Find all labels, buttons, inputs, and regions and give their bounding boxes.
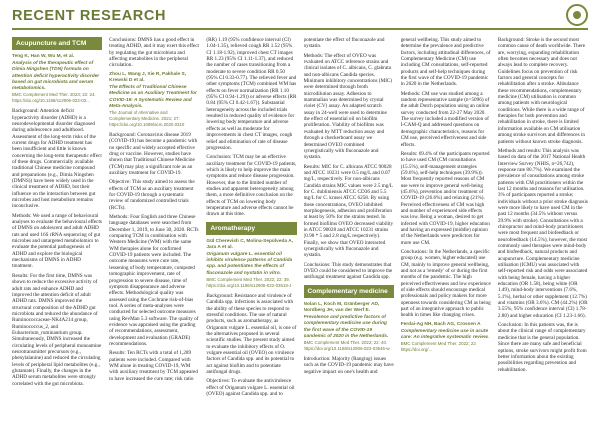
abstract-conclusion: Conclusions: This study demonstrates that OVEO could be considered to improve the antifungal treatment against Candida spp. bbox=[303, 261, 393, 281]
article-title[interactable]: Origanum vulgare L. essential oil inhibits virulence patterns of Candida spp. and potentiates the effects of fluconazole and nystatin in vitro. bbox=[206, 252, 293, 276]
page-title: RECENT RESEARCH bbox=[12, 8, 167, 24]
abstract-background: Background: Coronavirus disease 2019 (COVID-19) has become a pandemic with no specific and widely accepted effective drug or vaccine. However, studies have shown that Traditional Chinese Medicine (TCM) may play a significant role as an auxiliary treatment for COVID-19. bbox=[109, 131, 198, 176]
abstract-conclusion: Conclusions: In the Netherlands, a specific group (e.g. women, higher educated) use CM, mainly to improve general wellbeing, and not as a 'remedy' of or during the first months of the pandemic. The high perceived effectiveness and low experience of side effects should encourage medical professionals and policy makers for more openness towards considering CM as being part of an integrative approach to public health in times like changing crises. bbox=[400, 249, 491, 319]
article-citation[interactable]: BMC Complement Med Ther. 2023; 22: 24. https://doi.org/10.1186/s12906-022-03... bbox=[12, 92, 96, 104]
article-authors: Nolan L, Koch M, Gränberger AD, Nordberg JH, van der Werf E. bbox=[303, 301, 380, 313]
abstract-conclusion: Conclusions: DMNS has a good effect in treating ADHD, and it may exert this effect by regulating the gut microbiota and affecting metabolites in the peripheral circulation. bbox=[109, 37, 199, 69]
abstract-methods: Methods: Four English and three Chinese language databases were searched from December 1, 2019, to June 30, 2020. RCTs comparing TCM in combination with Western Medicine (WM) with the same WM therapies alone for confirmed COVID-19 patients were included. The outcome measures were cure rate, lessening of body temperature, computed tomographic improvement, rate of progression to severe disease, time of symptom disappearance and adverse effects. Methodological quality was assessed using the Cochrane risk-of-bias tool. A series of meta-analyses were conducted for selected outcome measures using RevMan 5.3 software. The quality of evidence was appraised using the grading of recommendations, assessment, development and evaluation (GRADE) recommendations. bbox=[109, 214, 199, 347]
column-4 bbox=[304, 37, 394, 421]
section-band-acupuncture: Acupuncture and TCM bbox=[12, 37, 102, 50]
article-authors: Zhou L, Wang J, Xie R, Pakhale S, Krewski D et al. bbox=[109, 71, 187, 83]
column-1 bbox=[12, 37, 102, 421]
article-title[interactable]: Complementary medicine use in acute care: An integrative systematic review. bbox=[400, 328, 489, 341]
column-5 bbox=[401, 37, 491, 421]
column-2 bbox=[109, 37, 199, 421]
article-title[interactable]: Prevalence and predictive factors of complementary medicine use during the first wave of the COVID-19 pandemic of 2020 in the Netherlands. bbox=[303, 315, 389, 339]
article-citation[interactable]: BMC Complement Med Ther. 2022; 22: 40. https://doi.org/10.1186/s12906-022-03545-w bbox=[303, 339, 390, 351]
article-title[interactable]: Analysis of the therapeutic effect of Dimia Ningshen (TDN) formula on attention deficit hyperactivity disorder based on gut microbiota and serum metabolomics. bbox=[12, 61, 100, 92]
abstract-results: Results: For the first time, DMNS was shown to reduce the excessive activity of adult rats and enhance ADHD and improved the attention deficit of adult ADHD rats. DMNS improved the structural composition of the ADHD gut microbiota and reduced the abundance of Ruminococcaceae-NK4A214 group, Ruminococcus_2, and Eubacterium_ruminantium group. Simultaneously, DMNS increased the circulating levels of peripheral monoamine neurotransmitter precursors (e.g., phenylalanine) and reduced the circulating levels of peripheral lipid metabolites (e.g., glutamate). Finally, the changes in the ADHD serum metabolites were strongly correlated with the gut microbiota. bbox=[12, 272, 102, 387]
abstract-results: Results: 69.4% of the participants reported to have used CM (CM consultations (15.5%), self-management strategies (59.6%), self-help techniques (39.9%)). Most frequently reported reasons of CM use were to improve general well-being (45.6%), prevention and/or treatment of COVID-19 (26.6%) and relaxing (21%). Perceived effectiveness of CM was high and number of experienced side effects was low. Being a woman, desired to get infected with COVID-19, higher education and having an expressed (middle) opinion of the Netherlands were predictors for more use CM. bbox=[400, 150, 490, 246]
column-6 bbox=[498, 37, 588, 421]
article-authors: Ferdai-Ag NH, Bach AG, Crossen A bbox=[400, 321, 481, 327]
page-header bbox=[0, 0, 600, 34]
abstract-objectives-continued: potentiate the effect of fluconazole and nystatin. bbox=[303, 37, 385, 50]
abstract-methods: Methods: We used a range of behavioural analyses to evaluate the behavioural effects of DMNS on adolescent and adult ADHD rats and used 16S rRNA sequencing of gut microbes and untargeted metabolomics to evaluate the potential pathogenesis of ADHD and explore the biological mechanisms of DMNS in ADHD treatment. bbox=[12, 212, 102, 270]
article-citation[interactable]: BMC Complement Med Ther. 2022; 22 https://doi.org/... bbox=[400, 341, 476, 353]
column-3 bbox=[206, 37, 296, 421]
abstract-introduction-continued: general wellbeing. This study aimed to determine the prevalence and predictive factors, including attitudinal differences, of Complementary Medicine (CM) use including CM consultations, self-reported products and self-help techniques during the first wave of the COVID-19 pandemic in 2020 in the Netherlands. bbox=[400, 37, 491, 88]
abstract-background: Background: Stroke is the second most common cause of death worldwide. There are, worrying, expanding rehabilitation often becomes necessary and does not always lead to complete recovery. Guidelines focus on prevention of risk factors and general concepts for rehabilitation after a stroke. Ahbulance these recommendations, complementary medicine (CM) utilisation is common among patients with neurological conditions. While there is a wide range of therapies for both prevention and rehabilitation in stroke, there is limited information available on CM utilisation among stroke survivors and differences in patients without known stroke diagnosis. bbox=[497, 37, 586, 145]
abstract-conclusion: Conclusion: TCM may be an effective auxiliary treatment for COVID-19 patients, which is likely to help improve the main symptoms and reduce disease progression. However, due to the limited number of studies and apparent heterogeneity among them, a more definitive conclusion on the effects of TCM on lowering body temperature and adverse effects cannot be drawn at this time. bbox=[206, 154, 297, 218]
abstract-objective: Objective: This study aimed to assess the effects of TCM as an auxiliary treatment for COVID-19 through a systematic review of randomized controlled trials (RCTs). bbox=[109, 179, 195, 211]
abstract-methods: Methods: CM use was studied among a random representative sample (n=5096) of the adult Dutch population using an online survey conducted from 22-27 May 2020. The survey included a modified version of I-CAM-Q and addressed questions on demographic characteristics, reasons for CM use, perceived effectiveness and side effects. bbox=[400, 90, 490, 148]
article-authors: Gül Cherevish C, Molina-Sepúlveda A, Jara A et al. bbox=[206, 238, 294, 250]
abstract-results: Results: Ten RCTs with a total of 1,289 patients were included. Compared with WM alone in treating COVID-19, WM with auxiliary treatment by TCM appeared to have increased the cure rate; risk ratio bbox=[109, 350, 198, 382]
section-band-complementary: Complementary medicine bbox=[304, 285, 394, 298]
section-band-aromatherapy: Aromatherapy bbox=[206, 222, 296, 235]
journal-logo-icon bbox=[566, 4, 588, 26]
header-divider bbox=[12, 28, 588, 30]
article-citation[interactable]: The Journal of Alternative and Complementary Medicine. 2021; 27: https://doi.org/10.1089/acm.2020.0310 bbox=[109, 109, 185, 127]
abstract-methods: Methods: The effect of OVEO was evaluated on ATCC reference strains and clinical isolates of C. albicans, C. glabrata and non-albicans Candida species. Minimum inhibitory concentrations (MIC) were determined through broth microdilution assay. Adhesion to mammalian was determined by crystal violet (CV) assay. An adapted scratch assay in 24-well were used to determine the effect of essential oil on biofilm proliferation. Viability of biofilms was evaluated by MTT reduction assay and through a checkerboard assay we determined OVEO combined synergistically with fluconazole and nystatin. bbox=[303, 52, 393, 161]
abstract-results-continued: (RR) 1.19 (95% confidence interval (CI) 1.04-1.35), relieved cough RR 1.52 (95% CI 1.18-1.92), improved chest CT images RR 1.23 (95% CI 1.11-1.37), and reduced the number of cases transitioning from a moderate to severe condition RR 0.50 (95% CI 0.33-0.77). The relieved fever and other symptoms (TCM) combined WM has effects on fever normalization (RR 1.10 (95% CI 0.94-1.29)) or adverse effects (RR 0.84 (95% CI 0.42-1.67)). Substantial heterogeneity across the included trials resulted in reduced quality of evidence for lowering body temperature and adverse effects as well as moderate for improvements in chest CT images, cough relief and elimination of rate of disease progression. bbox=[206, 37, 297, 151]
article-authors: Teng K, Han W, Wu M, et al. bbox=[12, 54, 75, 59]
abstract-methods-results: Methods and results: This analysis was based on data of the 2017 National Health Interview Survey (NHIS, n=26,742), response rate 80.7%). We examined the prevalence of consultations among stroke patients with CM practitioners within the last 12 months and reasons for utilisation. 3% of participants reported a stroke; individuals without a prior stroke diagnosis were more likely to have used CM in the past 12 months (34.5% without versus 29.9% with stroke). Consultations with a chiropractor and mind-body practitioners were most frequent and biofeedback or neurofeedback (14.5%), however, the most commonly used therapies were mind-body and biofeedback, natural products and acupuncture. Complementary medicine utilisation (ICMU) was associated with self-reported risk and odds were associated with being female, having a higher education (OR 1.58), being white (OR 1.49), mind-body interventions (7.6%, 5.1%), herbal or other supplement (12.7%) and vitamins (OR 3.6%). CM (44.2%) (OR 3.55%, 95% confidence interval (CI) 1.78-2.80) and higher education (CI 1.23-1.66). bbox=[497, 147, 588, 319]
abstract-conclusion: Conclusion: In this patients was, the is about the clinical range of complementary medicine that is the general population. Since there are many safe and beneficial options, stroke survivors might profit from better information about the existing possibilities regarding prevention and rehabilitation. bbox=[497, 322, 587, 373]
article-citation[interactable]: BMC Complement Med Ther. 2022; 22: 39. https://doi.org/10.1186/s12906-022-03518-z bbox=[206, 276, 292, 288]
abstract-objectives: Objectives: To evaluate the antivirulence effect of Origanum vulgare L. essential oil (OVEO) against Candida spp. and to bbox=[206, 378, 295, 397]
abstract-background: Background: Attention deficit hyperactivity disorder (ADHD) is a neurodevelopmental disorder diagnosed during adolescence and adulthood. Assessment of the long-term risks of the current drugs for ADHD treatment has been insufficient and little is known concerning the long-term therapeutic effect of these drugs. Commercially available traditional Chinese medicine compound and preparations (e.g., Dimia Ningshen (DMNS)) have been widely used in the clinical treatment of ADHD, but their influence on the interaction between gut microbes and host metabolism remains inconclusive. bbox=[12, 108, 102, 210]
abstract-background: Background: Resistance and virulence of Candida spp. infections is associated with the ability of these species to respond to stressful conditions. The use of natural products, such as aromatherapy, as Origanum vulgare L. essential oil, is one of the alternatives proposed in several scientific studies. The present study aimed to evaluate the inhibitory effects of O. vulgare essential oil (OVEO) on virulence factors of Candida spp. and its potential to act against biofilm and to potentiate antifungal drugs. bbox=[206, 292, 297, 375]
abstract-results: Results: MIC for C. albicans ATCC 90028 and ATCC 10231 were 0.5 mg/L and 0.07 mg/L, respectively. For non-albicans Candida strains MIC values were 2.5 mg/L for C. dubliniensis ATCC CD36 and 5.5 mg/L for C. krusei ATCC 6258. By using these concentrations, OVEO inhibited morphogenesis, adhesion and proliferation at least by 50% for the strains tested. In formed biofilms OVEO decreased viability in ATCC 90028 and ATCC 10231 strains (0.98 * 5 and 2.8 mg/L respectively). Finally, we show that OVEO interacted synergistically with fluconazole and nystatin. bbox=[303, 163, 394, 259]
abstract-introduction: Introduction: Majority (Ranging) issues such as the COVID-19 pandemic may have negative impact on one's health and bbox=[303, 355, 394, 375]
article-columns bbox=[12, 37, 588, 421]
article-title[interactable]: The Effects of Traditional Chinese Medicine as an Auxiliary Treatment for COVID-19: A Systematic Review and Meta-Analysis. bbox=[109, 85, 197, 109]
